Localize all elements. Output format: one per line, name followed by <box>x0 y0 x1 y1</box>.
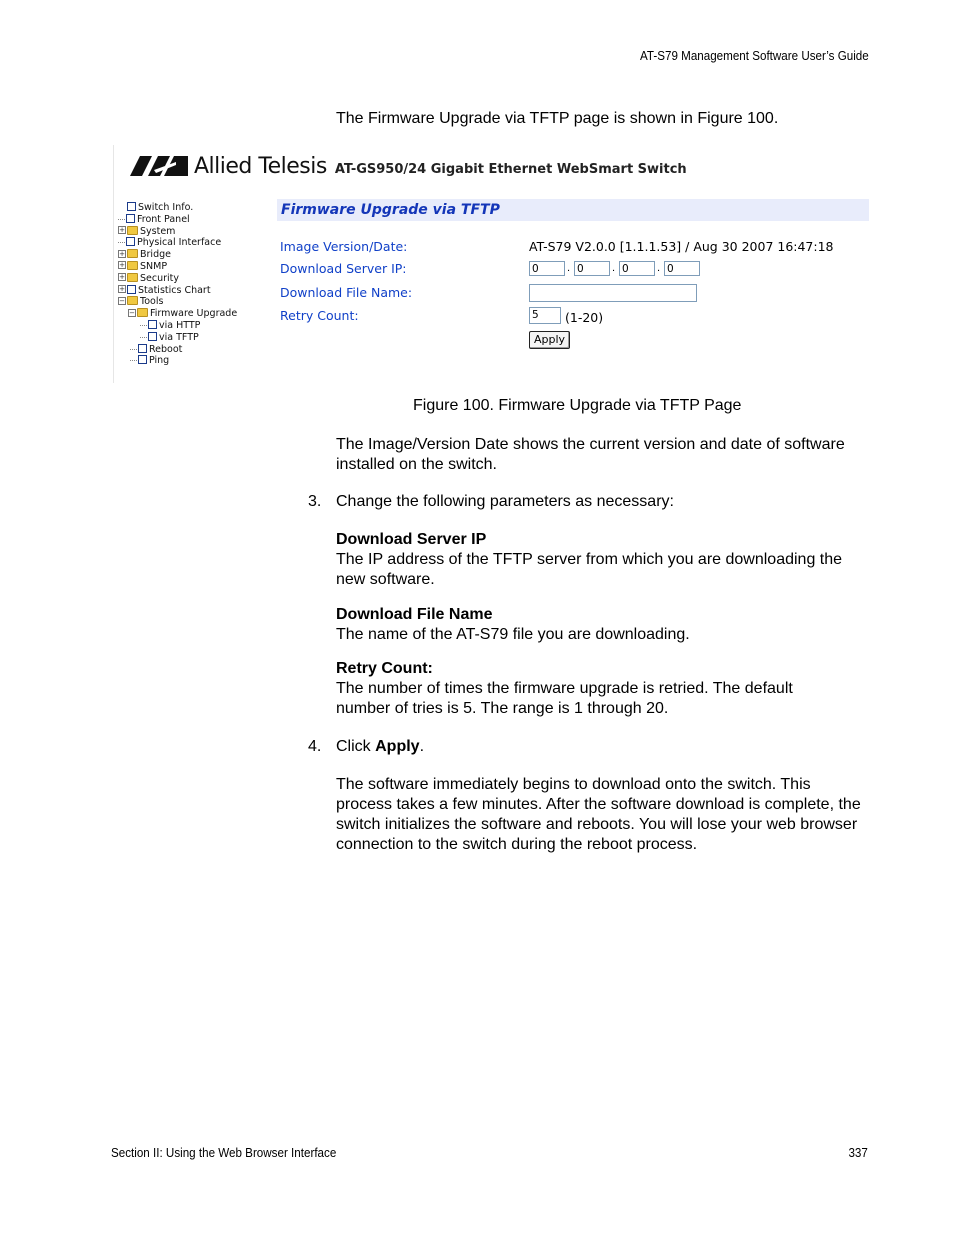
ip-separator: . <box>657 262 661 274</box>
retry-range-hint: (1-20) <box>565 310 604 325</box>
step-4-text: Click Apply. <box>336 738 425 755</box>
nav-item-firmware-upgrade[interactable]: − Firmware Upgrade <box>129 308 238 320</box>
nav-item-reboot[interactable]: Reboot <box>118 344 237 356</box>
file-name-input[interactable] <box>529 284 697 302</box>
image-version-value: AT-S79 V2.0.0 [1.1.1.53] / Aug 30 2007 16:47:18 <box>529 239 834 254</box>
retry-count-input[interactable]: 5 <box>529 307 561 324</box>
nav-item-switch-info[interactable]: Switch Info. <box>118 202 237 214</box>
image-version-label: Image Version/Date: <box>280 239 408 254</box>
tree-connector <box>130 349 137 350</box>
ip-separator: . <box>567 262 571 274</box>
folder-icon <box>127 226 138 235</box>
step-3-number: 3. <box>308 493 322 510</box>
expand-icon[interactable]: + <box>119 249 125 258</box>
step-3-text: Change the following parameters as necessary: <box>336 493 674 510</box>
page-icon <box>148 320 157 329</box>
step-4-number: 4. <box>308 738 322 755</box>
page-icon <box>138 355 147 364</box>
nav-item-security[interactable]: + Security <box>119 272 180 284</box>
folder-icon <box>127 273 138 282</box>
server-ip-label: Download Server IP: <box>280 261 407 276</box>
nav-item-via-http[interactable]: via HTTP <box>118 320 237 332</box>
apply-button[interactable]: Apply <box>529 331 570 349</box>
final-paragraph: The software immediately begins to download onto the switch. This process takes a few minutes. After the software download is complete, the switch initializes the software and reboots. You will lose your web browser connection to the switch during the reboot process. <box>336 776 861 853</box>
expand-icon[interactable]: + <box>119 273 125 282</box>
term-download-file-name: Download File Name <box>336 606 493 623</box>
nav-item-system[interactable]: + System <box>119 225 176 237</box>
allied-telesis-logo-icon <box>130 156 188 176</box>
term-download-server-ip: Download Server IP <box>336 531 487 548</box>
nav-item-via-tftp[interactable]: via TFTP <box>118 332 237 344</box>
nav-item-physical-interface[interactable]: Physical Interface <box>118 237 237 249</box>
running-header: AT-S79 Management Software User’s Guide <box>640 49 869 63</box>
retry-count-label: Retry Count: <box>280 308 359 323</box>
nav-item-snmp[interactable]: + SNMP <box>119 260 168 272</box>
tree-connector <box>140 337 147 338</box>
term-retry-count: Retry Count: <box>336 660 433 677</box>
page-icon <box>126 214 135 223</box>
figure-screenshot <box>113 145 870 383</box>
page-icon <box>138 344 147 353</box>
page-icon <box>148 332 157 341</box>
folder-icon <box>127 296 138 305</box>
page-number: 337 <box>848 1146 868 1160</box>
nav-item-tools[interactable]: − Tools <box>119 296 164 308</box>
panel-title: Firmware Upgrade via TFTP <box>277 199 869 221</box>
collapse-icon[interactable]: − <box>129 308 135 317</box>
page-icon <box>127 202 136 211</box>
desc-retry-count: The number of times the firmware upgrade is retried. The default number of tries is 5. The range is 1 through 20. <box>336 680 793 717</box>
folder-icon <box>137 308 148 317</box>
collapse-icon[interactable]: − <box>119 296 125 305</box>
tree-connector <box>130 360 137 361</box>
nav-item-bridge[interactable]: + Bridge <box>119 249 171 261</box>
expand-icon[interactable]: + <box>119 226 125 235</box>
file-name-label: Download File Name: <box>280 285 413 300</box>
page-icon <box>127 285 136 294</box>
folder-icon <box>127 249 138 258</box>
tree-connector <box>118 219 125 220</box>
nav-item-ping[interactable]: Ping <box>118 355 237 367</box>
desc-download-file-name: The name of the AT-S79 file you are downloading. <box>336 626 690 643</box>
ip-separator: . <box>612 262 616 274</box>
nav-item-front-panel[interactable]: Front Panel <box>118 214 237 226</box>
server-ip-octet-1[interactable]: 0 <box>529 261 565 276</box>
server-ip-octet-3[interactable]: 0 <box>619 261 655 276</box>
server-ip-octet-2[interactable]: 0 <box>574 261 610 276</box>
expand-icon[interactable]: + <box>119 261 125 270</box>
nav-tree <box>118 202 237 367</box>
intro-text: The Firmware Upgrade via TFTP page is shown in Figure 100. <box>336 110 779 127</box>
product-title: AT-GS950/24 Gigabit Ethernet WebSmart Switch <box>334 161 687 177</box>
image-version-description: The Image/Version Date shows the current version and date of software installed on the switch. <box>336 436 845 473</box>
desc-download-server-ip: The IP address of the TFTP server from which you are downloading the new software. <box>336 551 843 588</box>
footer-section: Section II: Using the Web Browser Interface <box>111 1146 337 1160</box>
brand-logo <box>130 151 687 181</box>
page-icon <box>126 237 135 246</box>
logo-wordmark: Allied Telesis <box>194 153 327 179</box>
server-ip-octet-4[interactable]: 0 <box>664 261 700 276</box>
folder-icon <box>127 261 138 270</box>
figure-caption: Figure 100. Firmware Upgrade via TFTP Page <box>413 397 742 414</box>
expand-icon[interactable]: + <box>119 285 125 294</box>
tree-connector <box>118 242 125 243</box>
nav-item-statistics-chart[interactable]: + Statistics Chart <box>119 284 211 296</box>
tree-connector <box>140 325 147 326</box>
